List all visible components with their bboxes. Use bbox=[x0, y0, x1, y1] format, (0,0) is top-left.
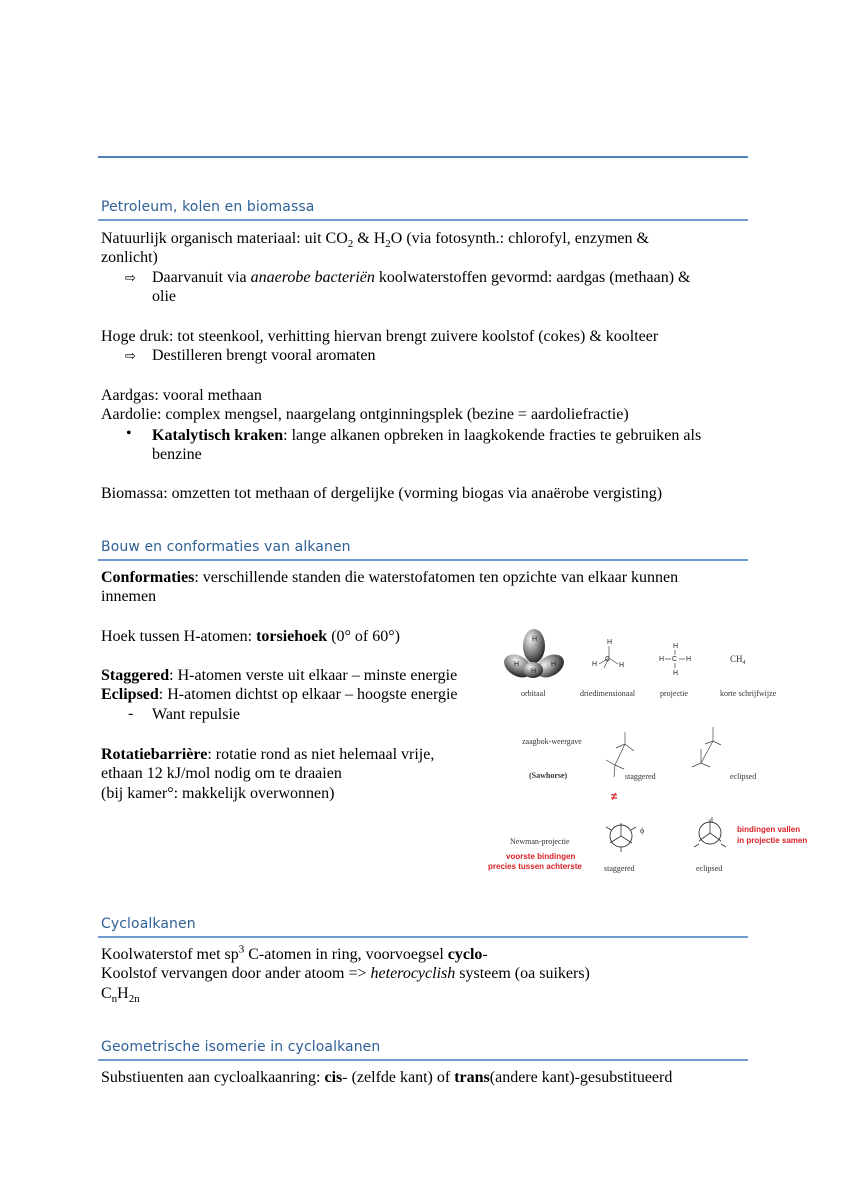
atom-label: H bbox=[531, 668, 537, 675]
paragraph-kamer: (bij kamer°: makkelijk overwonnen) bbox=[101, 785, 335, 802]
paragraph-eclipsed: Eclipsed: H-atomen dichtst op elkaar – hoogste energie bbox=[101, 686, 458, 703]
paragraph-aardgas: Aardgas: vooral methaan bbox=[101, 387, 262, 404]
atom-label: H bbox=[592, 661, 598, 668]
arrow-item-bacterien: Daarvanuit via anaerobe bacteriën koolwaterstoffen gevormd: aardgas (methaan) & bbox=[152, 269, 691, 286]
paragraph-conformaties-cont: innemen bbox=[101, 588, 157, 605]
atom-label: H bbox=[619, 662, 625, 669]
paragraph-natuurlijk-cont: zonlicht) bbox=[101, 249, 158, 266]
orbital-model bbox=[500, 629, 568, 682]
bullet-item-kraken-cont: benzine bbox=[152, 446, 202, 463]
paragraph-substiuenten: Substiuenten aan cycloalkaanring: cis- (zelfde kant) of trans(andere kant)-gesubstitueerd bbox=[101, 1069, 673, 1086]
section-rule bbox=[98, 1059, 748, 1061]
paragraph-koolstof: Koolstof vervangen door ander atoom => heterocyclish systeem (oa suikers) bbox=[101, 965, 590, 982]
paragraph-natuurlijk: Natuurlijk organisch materiaal: uit $CO_2$ & $H_2O$ (via fotosynth.: chlorofyl, enzymen & bbox=[101, 230, 649, 251]
paragraph-aardolie: Aardolie: complex mengsel, naargelang ontginningsplek (bezine = aardoliefractie) bbox=[101, 406, 629, 423]
label-voorste: voorste bindingen bbox=[506, 852, 576, 861]
hollow-right-arrow-icon: ⇨ bbox=[125, 349, 136, 364]
label-precies: precies tussen achterste bbox=[488, 862, 582, 871]
label-projectie-samen: in projectie samen bbox=[737, 836, 808, 845]
formula-ch4: $CH_4$ bbox=[730, 654, 746, 666]
atom-label: H bbox=[673, 643, 679, 650]
phi-symbol: ϕ bbox=[640, 826, 645, 835]
header-rule bbox=[98, 156, 748, 158]
atom-label: C bbox=[605, 656, 611, 663]
sawhorse-eclipsed bbox=[692, 727, 721, 767]
label-eclipsed-sawhorse: eclipsed bbox=[730, 772, 757, 781]
label-orbitaal: orbitaal bbox=[521, 689, 546, 698]
section-rule bbox=[98, 219, 748, 221]
atom-label: H bbox=[551, 661, 557, 668]
section-rule bbox=[98, 936, 748, 938]
arrow-item-destilleren: Destilleren brengt vooral aromaten bbox=[152, 347, 376, 364]
label-staggered-sawhorse: staggered bbox=[625, 772, 656, 781]
section-heading-cyclo: Cycloalkanen bbox=[101, 916, 196, 932]
formula-cnh2n: $C_nH_{2n}$ bbox=[101, 985, 140, 1006]
paragraph-ethaan: ethaan 12 kJ/mol nodig om te draaien bbox=[101, 765, 342, 782]
label-eclipsed-newman: eclipsed bbox=[696, 864, 723, 873]
label-projectie: projectie bbox=[660, 689, 688, 698]
label-staggered-newman: staggered bbox=[604, 864, 635, 873]
section-heading-geo: Geometrische isomerie in cycloalkanen bbox=[101, 1039, 381, 1055]
bullet-dot-icon: • bbox=[126, 425, 132, 442]
paragraph-koolwaterstof: Koolwaterstof met $sp^3$ C-atomen in ring, voorvoegsel cyclo- bbox=[101, 943, 488, 963]
newman-staggered bbox=[606, 823, 636, 852]
section-heading-bouw: Bouw en conformaties van alkanen bbox=[101, 539, 351, 555]
atom-label: H bbox=[673, 670, 679, 677]
atom-label: H bbox=[607, 639, 613, 646]
paragraph-biomassa: Biomassa: omzetten tot methaan of dergelijke (vorming biogas via anaërobe vergisting) bbox=[101, 485, 663, 502]
atom-label: H bbox=[686, 656, 692, 663]
atom-label: H bbox=[659, 656, 665, 663]
section-rule bbox=[98, 559, 748, 561]
label-driedimensionaal: driedimensionaal bbox=[580, 689, 636, 698]
paragraph-hoek: Hoek tussen H-atomen: torsiehoek (0° of 60°) bbox=[101, 628, 400, 645]
paragraph-hoge-druk: Hoge druk: tot steenkool, verhitting hiervan brengt zuivere koolstof (cokes) & koolteer bbox=[101, 328, 659, 345]
paragraph-rotatiebarriere: Rotatiebarrière: rotatie rond as niet helemaal vrije, bbox=[101, 746, 435, 763]
sawhorse-staggered bbox=[606, 732, 634, 777]
hollow-right-arrow-icon: ⇨ bbox=[125, 271, 136, 286]
dash-bullet: - bbox=[128, 705, 134, 722]
newman-eclipsed bbox=[694, 817, 726, 847]
paragraph-staggered: Staggered: H-atomen verste uit elkaar – minste energie bbox=[101, 667, 458, 684]
bullet-item-kraken: Katalytisch kraken: lange alkanen opbreken in laagkokende fracties te gebruiken als bbox=[152, 427, 702, 444]
arrow-item-bacterien-cont: olie bbox=[152, 288, 176, 305]
label-korte: korte schrijfwijze bbox=[720, 689, 777, 698]
ethane-conformations-figure bbox=[488, 620, 818, 882]
section-heading-petroleum: Petroleum, kolen en biomassa bbox=[101, 199, 315, 215]
paragraph-conformaties: Conformaties: verschillende standen die waterstofatomen ten opzichte van elkaar kunnen bbox=[101, 569, 679, 586]
label-bindingen: bindingen vallen bbox=[737, 825, 801, 834]
not-equal-sign: ≠ bbox=[611, 791, 618, 803]
label-zaagbok: zaagbok-weergave bbox=[522, 737, 582, 746]
atom-label: H bbox=[532, 636, 538, 643]
dash-item-repulsie: Want repulsie bbox=[152, 706, 241, 723]
label-sawhorse: (Sawhorse) bbox=[529, 771, 568, 780]
atom-label: C bbox=[672, 656, 678, 663]
label-newman: Newman-projectie bbox=[510, 837, 570, 846]
atom-label: H bbox=[514, 661, 520, 668]
